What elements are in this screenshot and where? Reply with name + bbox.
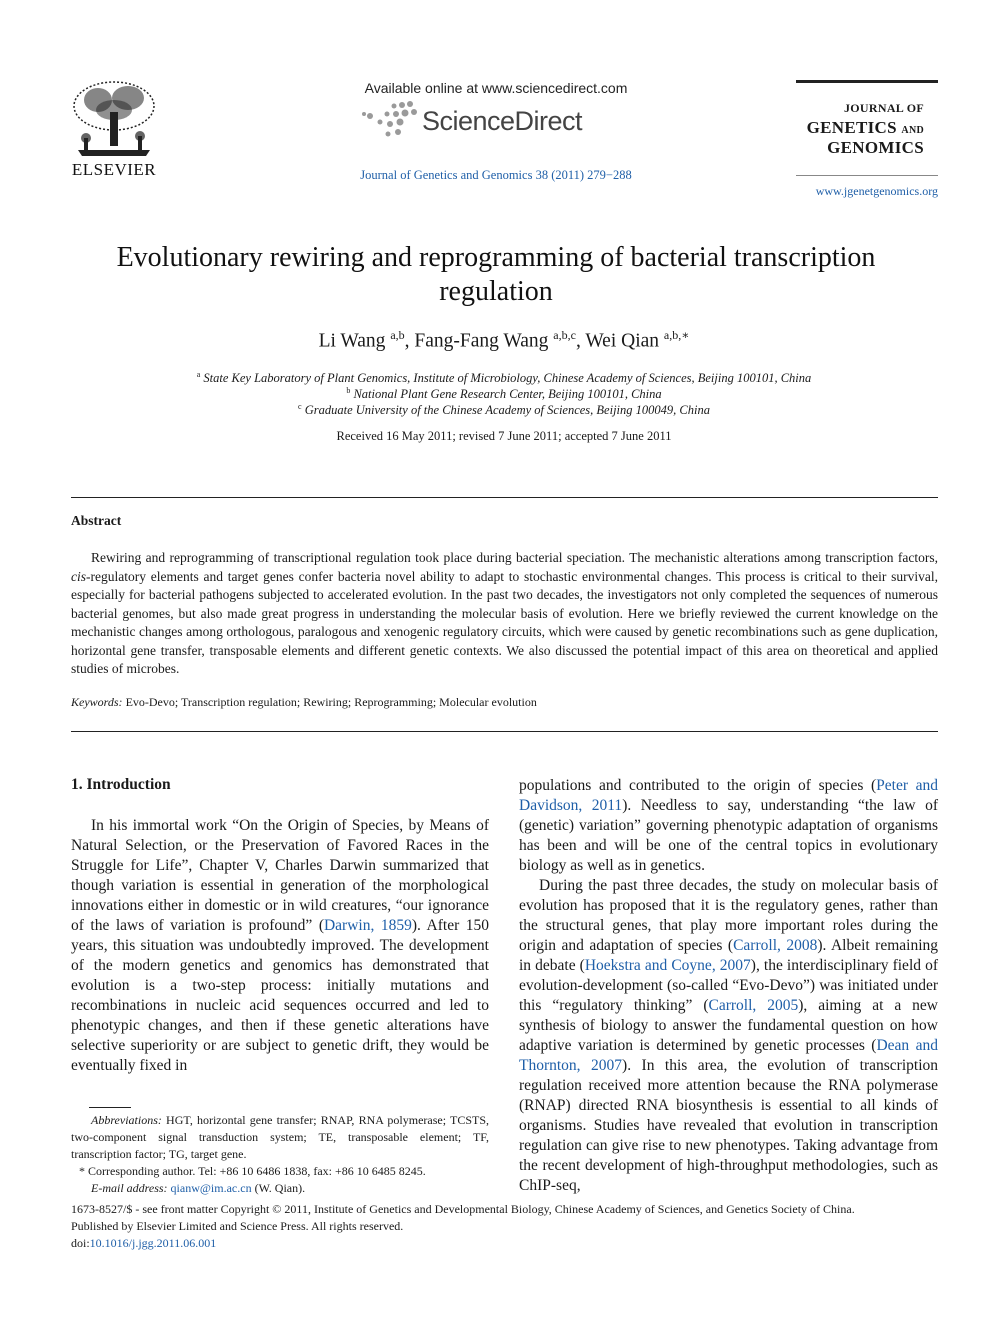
keywords-list: Evo-Devo; Transcription regulation; Rewiring; Reprogramming; Molecular evolution [125, 695, 537, 709]
sciencedirect-name: ScienceDirect [422, 106, 583, 136]
affiliation-marker: c [298, 402, 302, 411]
publisher-name: ELSEVIER [71, 160, 157, 179]
affiliation-marker: b [346, 386, 351, 395]
author-separator: , [575, 330, 586, 352]
body-column-right [519, 776, 938, 1196]
copyright-line: 1673-8527/$ - see front matter Copyright © 2011, Institute of Genetics and Developmental Biology, Chinese Academy of Sciences, and Genetics Society of China. [71, 1202, 855, 1216]
sciencedirect-logo[interactable] [360, 100, 620, 142]
author-separator: , [404, 330, 415, 352]
affiliation-text: National Plant Gene Research Center, Beijing 100101, China [353, 387, 662, 402]
paragraph [519, 776, 938, 876]
paragraph-text: During the past three decades, the study on molecular basis of evolution has proposed that it is the regulatory genes, rather than the structural genes, that play more important roles during the origin and adaptation of species ( [519, 877, 938, 954]
paragraph [71, 816, 489, 1076]
journal-logo-and: AND [901, 125, 924, 136]
footnotes [71, 1112, 489, 1197]
paragraph-text: ). Albeit remaining in debate ( [519, 937, 939, 974]
abstract-text-italic: cis [71, 568, 86, 584]
article-history: Received 16 May 2011; revised 7 June 2011; accepted 7 June 2011 [336, 429, 672, 443]
citation-link[interactable]: Carroll, 2008 [733, 937, 818, 954]
citation-link[interactable]: Darwin, 1859 [323, 917, 412, 934]
citation-link[interactable]: Carroll, 2005 [708, 997, 799, 1014]
footnote-text: HGT, horizontal gene transfer; RNAP, RNA polymerase; TCSTS, two-component signal transduction system; TE, transposable element; TF, transcription factor; TG, target gene. [71, 1113, 490, 1161]
affiliation-text: State Key Laboratory of Plant Genomics, Institute of Microbiology, Chinese Academy of Sciences, Beijing 100101, China [203, 371, 812, 386]
abstract-text [71, 549, 938, 679]
publisher-line: Published by Elsevier Limited and Science Press. All rights reserved. [71, 1219, 404, 1233]
paragraph-text: ). After 150 years, this situation was undoubtedly improved. The development of the modern genetics and genomics has demonstrated that evolution is a two-step process: initially mutations and recombinations in nucleic acid sequences occurred and led to phenotypic changes, and then if these genetic alterations have selective superiority or are subject to genetic drift, they would be eventually fixed in [71, 917, 489, 1074]
journal-logo-line3: GENOMICS [827, 138, 924, 157]
abstract-text-part: -regulatory elements and target genes confer bacteria novel ability to adapt to stochastic environmental changes. This process is critical to their survival, especially for bacterial pathogens subjected to accelerated evolution. In the past two decades, the investigators not only completed the sequences of numerous bacterial genomes, but also made great progress in understanding the molecular basis of evolution. Here we briefly reviewed the current knowledge on the mechanistic changes among orthologous, paralogous and xenogenic regulatory circuits, which were caused by genetic recombinations such as gene duplication, horizontal gene transfer, transposable elements and different genetic contexts. We also discussed the potential impact of this area on theoretical and applied studies of microbes. [71, 568, 938, 676]
footnote-label: Abbreviations: [91, 1113, 162, 1127]
affiliation [0, 386, 992, 402]
keywords [71, 695, 938, 710]
footnote-text: (W. Qian). [251, 1181, 306, 1195]
author-affiliation-marker[interactable]: a,b,∗ [663, 328, 690, 342]
journal-url-link[interactable]: www.jgenetgenomics.org [815, 184, 938, 198]
sciencedirect-dots-icon [360, 100, 420, 140]
abstract-heading: Abstract [71, 513, 122, 528]
available-online-text: Available online at www.sciencedirect.com [364, 80, 628, 96]
body-column-left [71, 816, 489, 1076]
doi-link[interactable]: 10.1016/j.jgg.2011.06.001 [89, 1236, 217, 1250]
journal-logo-line1: JOURNAL OF [843, 101, 924, 115]
page-footer [71, 1201, 938, 1252]
keywords-label: Keywords: [71, 695, 123, 709]
affiliation-marker: a [196, 370, 201, 379]
affiliation-text: Graduate University of the Chinese Academy of Sciences, Beijing 100049, China [304, 403, 710, 418]
affiliation [0, 402, 992, 418]
paragraph-text: ). In this area, the evolution of transcription regulation received more attention because the RNA polymerase (RNAP) directed RNA biosynthesis is essential to all kinds of organisms. Studies have revealed that evolution in transcription regulation can give rise to new phenotypes. Taking advantage from the recent development of high-throughput methodologies, such as ChIP-seq, [519, 1057, 938, 1194]
doi-line [71, 1235, 938, 1252]
author-list [0, 328, 992, 353]
footnote-corresponding: * Corresponding author. Tel: +86 10 6486 1838, fax: +86 10 6485 8245. [79, 1164, 426, 1178]
abstract-bottom-rule [71, 731, 938, 732]
citation-link[interactable]: Dean and Thornton, 2007 [519, 1037, 938, 1074]
author-name[interactable]: Wei Qian [585, 330, 660, 352]
journal-logo [796, 80, 938, 173]
abstract-top-rule [71, 497, 938, 498]
footnote-rule [89, 1107, 131, 1108]
journal-logo-genetics: GENETICS [806, 118, 897, 137]
author-name[interactable]: Fang-Fang Wang [414, 330, 549, 352]
author-affiliation-marker[interactable]: a,b,c [553, 328, 576, 342]
journal-logo-line2 [807, 118, 924, 138]
section-heading-introduction: 1. Introduction [71, 776, 171, 793]
affiliation [0, 370, 992, 386]
journal-citation-link[interactable]: Journal of Genetics and Genomics 38 (2011) 279−288 [360, 168, 632, 182]
article-title: Evolutionary rewiring and reprogramming of bacterial transcription regulation [116, 242, 876, 307]
footnote-label: E-mail address: [91, 1181, 168, 1195]
paragraph-text: populations and contributed to the origin of species ( [519, 777, 877, 794]
abstract-text-part: Rewiring and reprogramming of transcriptional regulation took place during bacterial speciation. The mechanistic alterations among transcription factors, [91, 550, 938, 565]
paragraph-text: In his immortal work “On the Origin of Species, by Means of Natural Selection, or the Preservation of Favored Races in the Struggle for Life”, Chapter V, Charles Darwin summarized that though variation is essential in generation of the morphological innovations either in domestic or in wild creatures, “our ignorance of the laws of variation is profound” ( [71, 817, 489, 934]
footnote-abbreviations [71, 1112, 489, 1163]
paragraph-text: ), aiming at a new synthesis of biology to answer the fundamental question on how adaptive variation is determined by genetic processes ( [519, 997, 938, 1054]
journal-logo-divider [796, 175, 938, 176]
paragraph [519, 876, 938, 1196]
doi-label: doi: [71, 1236, 90, 1250]
author-affiliation-marker[interactable]: a,b [390, 328, 405, 342]
author-name[interactable]: Li Wang [318, 330, 386, 352]
email-link[interactable]: qianw@im.ac.cn [170, 1181, 252, 1195]
citation-link[interactable]: Peter and Davidson, 2011 [519, 777, 938, 814]
paragraph-text: ), the interdisciplinary field of evolution-development (so-called “Evo-Devo”) was initiated under this “regulatory thinking” ( [519, 957, 938, 1014]
citation-link[interactable]: Hoekstra and Coyne, 2007 [584, 957, 751, 974]
paragraph-text: ). Needless to say, understanding “the law of (genetic) variation” governing phenotypic adaptation of organisms has been and will be one of the central topics in evolutionary biology as well as in genetics. [519, 797, 938, 874]
footnote-email [71, 1180, 489, 1197]
